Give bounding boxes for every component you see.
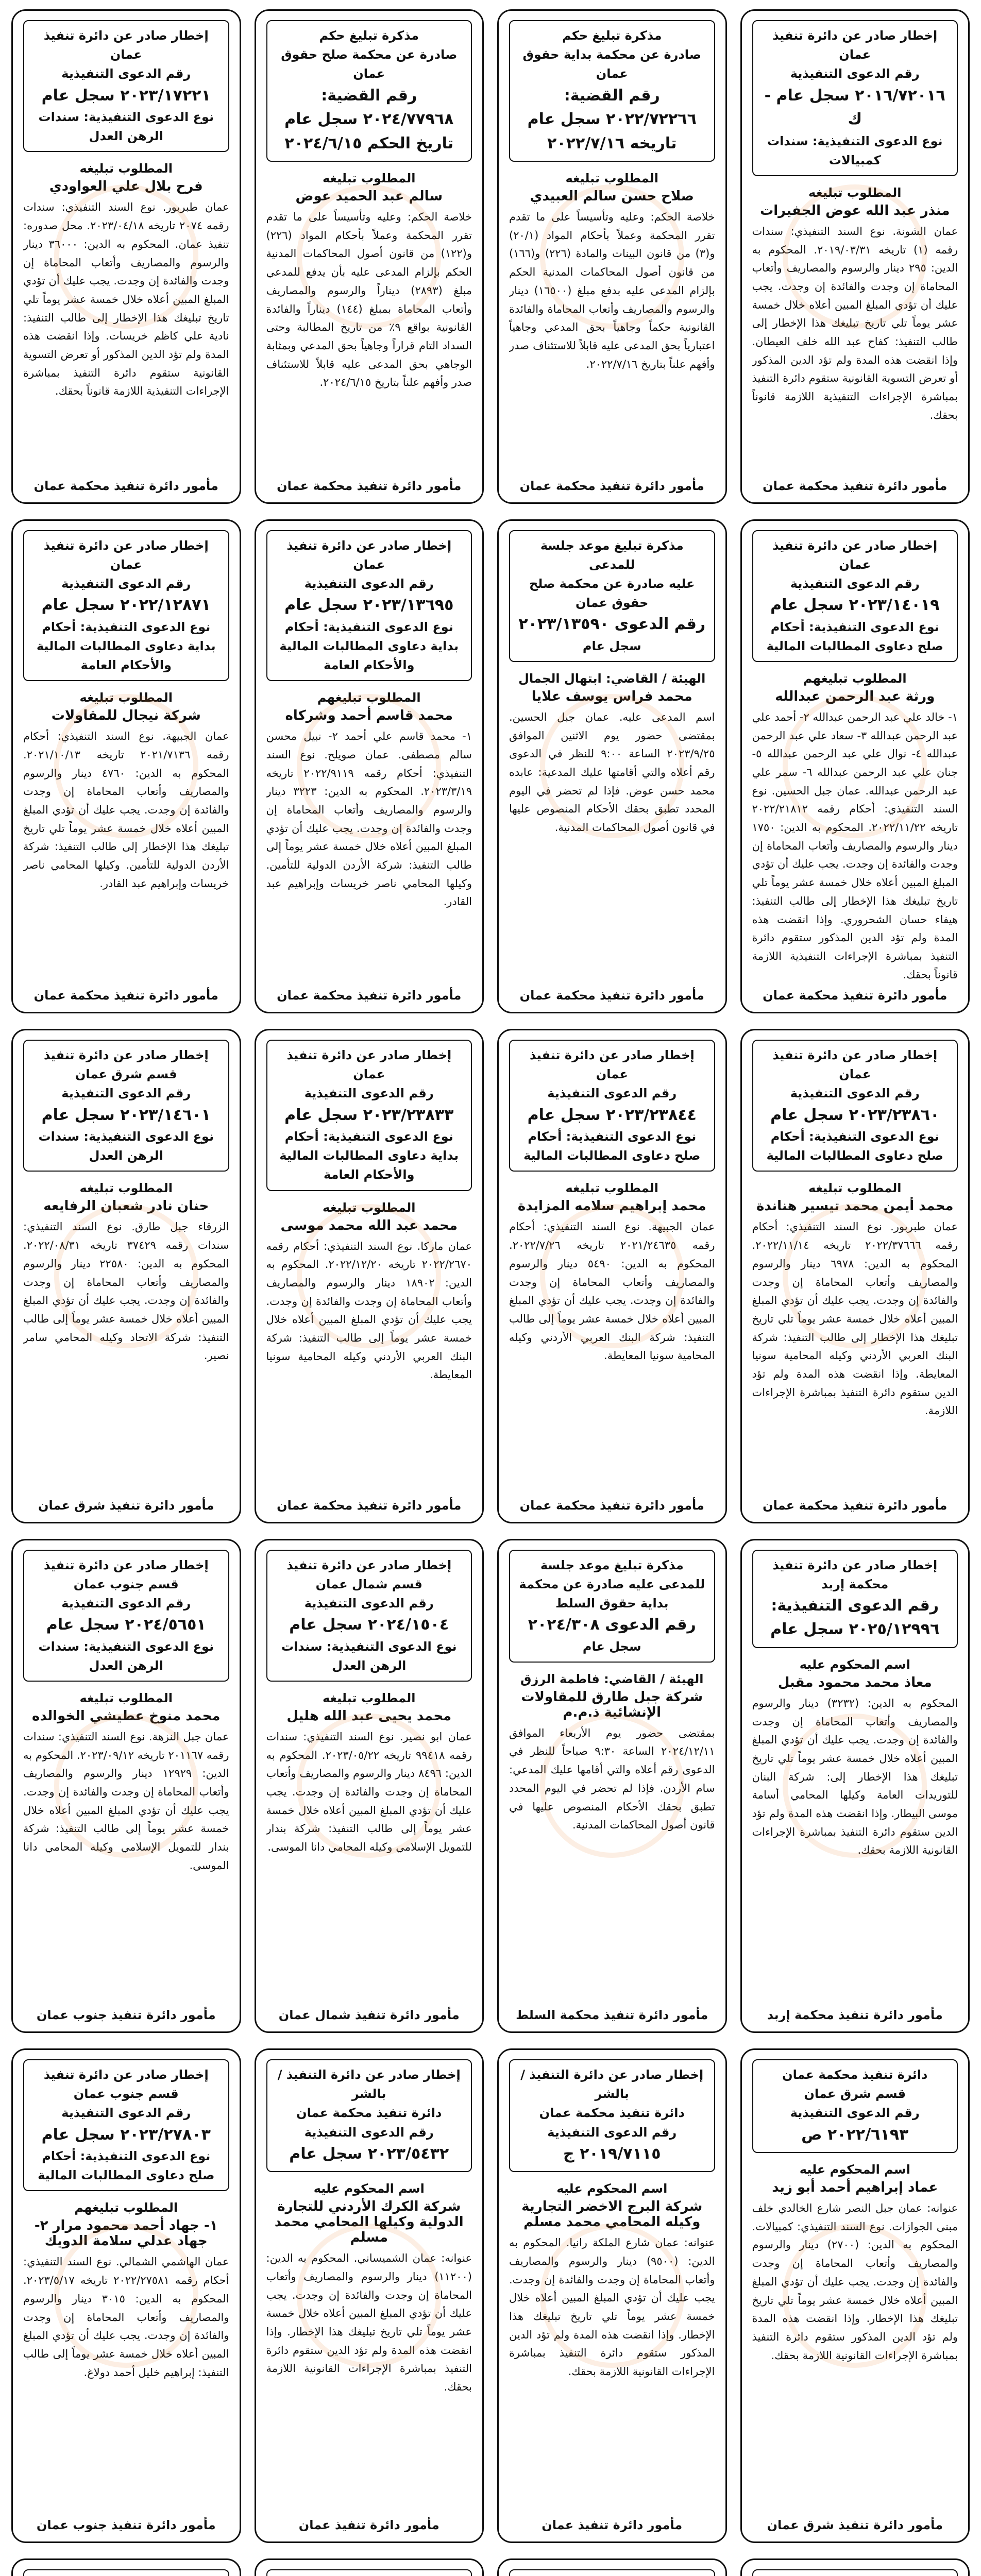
legal-notice <box>497 2048 727 2543</box>
party-name: محمد إبراهيم سلامه المزايدة <box>517 1198 706 1214</box>
header-line: إخطار صادر عن دائرة تنفيذ <box>772 1557 938 1572</box>
legal-notice <box>255 2558 484 2576</box>
section-title: المطلوب تبليغهم <box>74 2200 178 2215</box>
notice-body: بمقتضى حضور يوم الأربعاء الموافق ٢٠٢٤/١٢/١١ الساعة ٩:٣٠ صباحاً للنظر في الدعوى رقم أعلاه والتي أقامها عليك المدعي: سام الأردن. فإذا لم تحضر في اليوم المحدد تطبق بحقك الأحكام المنصوص عليها في قانون أصول المحاكمات المدنية. <box>509 1726 715 1832</box>
notice-footer: مأمور دائرة تنفيذ محكمة عمان <box>277 988 462 1003</box>
header-line: رقم القضية: ٢٠٢٢/٧٢٢٦٦ سجل عام <box>527 86 697 129</box>
header-line: ٢٠٢٤/١٥٠٤ سجل عام <box>289 1616 449 1634</box>
legal-notice <box>740 9 970 504</box>
section-title: المطلوب تبليغه <box>322 1690 416 1705</box>
header-line: عمان <box>353 1067 385 1082</box>
header-line: إخطار صادر عن دائرة تنفيذ <box>43 1557 209 1572</box>
notice-footer: مأمور دائرة تنفيذ محكمة السلط <box>516 2008 708 2022</box>
header-line: إخطار صادر عن دائرة تنفيذ <box>286 1557 452 1572</box>
notice-footer: مأمور دائرة تنفيذ محكمة عمان <box>519 988 704 1003</box>
section-title: المطلوب تبليغه <box>565 1181 659 1196</box>
legal-notice <box>740 519 970 1014</box>
party-name: محمد يحيى عبد الله هليل <box>286 1708 452 1724</box>
party-name: شركة الكرك الأردني للتجارة الدولية وكيلها المحامي محمد مسلم <box>274 2199 464 2246</box>
header-line: نوع الدعوى التنفيذية: سندات كمبيالات <box>767 133 943 167</box>
header-line: نوع الدعوى التنفيذية: أحكام صلح دعاوى المطالبات المالية <box>766 1129 943 1163</box>
party-name: منذر عبد الله عوض الجفيرات <box>760 202 950 218</box>
header-line: تاريخه ٢٠٢٢/٧/١٦ <box>547 134 677 152</box>
notice-footer: مأمور دائرة تنفيذ محكمة عمان <box>763 988 948 1003</box>
header-line: نوع الدعوى التنفيذية: أحكام صلح دعاوى المطالبات المالية <box>523 1129 701 1163</box>
header-line: قسم جنوب عمان <box>73 2087 179 2102</box>
header-line: بداية حقوق السلط <box>555 1596 669 1611</box>
notice-header <box>23 1040 229 1172</box>
header-line: نوع الدعوى التنفيذية: أحكام بداية دعاوى المطالبات المالية والأحكام العامة <box>279 1129 459 1182</box>
notice-header <box>23 20 229 152</box>
header-line: رقم الدعوى التنفيذية <box>61 1086 191 1101</box>
header-line: إخطار صادر عن دائرة تنفيذ <box>43 28 209 43</box>
header-line: ٢٠١٦/٧٢٠١٦ سجل عام - ك <box>764 86 945 129</box>
section-title: المطلوب تبليغه <box>79 1690 173 1705</box>
legal-notice <box>11 1539 241 2033</box>
header-line: نوع الدعوى التنفيذية: أحكام صلح دعاوى المطالبات المالية <box>38 2149 215 2183</box>
legal-notice <box>255 1029 484 1523</box>
header-line: تاريخ الحكم ٢٠٢٤/٦/١٥ <box>284 134 454 152</box>
legal-notice <box>11 1029 241 1523</box>
header-line: دائرة تنفيذ محكمة عمان <box>782 2067 928 2082</box>
section-title: اسم المحكوم عليه <box>313 2181 425 2196</box>
legal-notice <box>255 519 484 1014</box>
notice-footer: مأمور دائرة تنفيذ محكمة عمان <box>763 478 948 493</box>
legal-notice <box>11 2558 241 2576</box>
header-line: مذكرة تبليغ موعد جلسة للمدعى <box>540 538 684 572</box>
header-line: رقم الدعوى التنفيذية <box>61 1596 191 1611</box>
notice-body: عمان طبربور. نوع السند التنفيذي: أحكام رقمه ٢٠٢٢/٣٧٦٦٦ تاريخه ٢٠٢٢/١١/١٤. المحكوم به الدين: ٦٩٧٨ دينار والرسوم والمصاريف وأتعاب المحاماة إن وجدت والفائدة إن وجدت. يجب عليك أن تؤدي المبلغ المبين أعلاه خلال خمسة عشر يوماً تلي تاريخ تبليغك هذا الإخطار إلى طالب التنفيذ: شركة البنك العربي الأردني وكيله المحامية سونيا المعايطة. وإذا انقضت هذه المدة ولم تؤد الدين ستقوم دائرة التنفيذ بمباشرة الإجراءات اللازمة. <box>752 1221 958 1417</box>
notice-header <box>266 2059 472 2172</box>
legal-notice <box>740 2048 970 2543</box>
notice-body: المحكوم به الدين: (٣٢٣٢) دينار والرسوم والمصاريف وأتعاب المحاماة إن وجدت والفائدة إن وجدت. يجب عليك أن تؤدي المبلغ المبين أعلاه خلال خمسة عشر يوماً تلي تاريخ تبليغك هذا الإخطار إلى: شركة البنان للتوريدات العامة وكيلها المحامي أسامة موسى البيطار. وإذا انقضت هذه المدة ولم تؤد الدين ستقوم دائرة التنفيذ بمباشرة الإجراءات القانونية اللازمة بحقك. <box>752 1697 958 1857</box>
header-line: رقم الدعوى التنفيذية <box>304 1086 434 1101</box>
party-name: محمد أيمن محمد تيسير هناندة <box>756 1198 954 1214</box>
legal-notice <box>740 1029 970 1523</box>
header-line: نوع الدعوى التنفيذية: أحكام بداية دعاوى المطالبات المالية والأحكام العامة <box>279 619 459 672</box>
header-line: إخطار صادر عن دائرة التنفيذ / بالشر <box>520 2067 704 2102</box>
notice-footer: مأمور دائرة تنفيذ محكمة عمان <box>277 478 462 493</box>
notice-footer: مأمور دائرة تنفيذ شرق عمان <box>38 1498 214 1513</box>
header-line: رقم الدعوى التنفيذية <box>304 2125 434 2140</box>
header-line: نوع الدعوى التنفيذية: أحكام صلح دعاوى المطالبات المالية <box>766 619 943 653</box>
party-name: ورثة عبد الرحمن عبدالله <box>775 688 935 704</box>
header-line: نوع الدعوى التنفيذية: سندات الرهن العدل <box>38 110 214 144</box>
header-line: رقم الدعوى التنفيذية <box>790 576 920 591</box>
header-line: ٢٠٢٣/١٤٦٠١ سجل عام <box>41 1106 211 1124</box>
notice-body: ١- خالد علي عبد الرحمن عبدالله ٢- أحمد علي عبد الرحمن عبدالله ٣- سعاد علي عبد الرحمن عبدالله ٤- نوال علي عبد الرحمن عبدالله ٥- جنان علي عبد الرحمن عبدالله ٦- سمر علي عبد الرحمن عبدالله. عمان جبل الحسين. نوع السند التنفيذي: أحكام رقمه ٢٠٢٢/٢١٨١٢ تاريخه ٢٠٢٢/١١/٢٢. المحكوم به الدين: ١٧٥٠ دينار والرسوم والمصاريف وأتعاب المحاماة إن وجدت والفائدة إن وجدت. يجب عليك أن تؤدي المبلغ المبين أعلاه خلال خمسة عشر يوماً تلي تاريخ تبليغك هذا الإخطار إلى طالب التنفيذ: هيفاء حسان الشحروري. وإذا انقضت هذه المدة ولم تؤد الدين المذكور ستقوم دائرة التنفيذ بمباشرة الإجراءات التنفيذية اللازمة قانوناً بحقك. <box>752 710 958 981</box>
header-line: سجل عام <box>582 1639 641 1654</box>
header-line: رقم الدعوى ٢٠٢٤/٣٠٨ <box>528 1616 696 1634</box>
legal-notice <box>497 2558 727 2576</box>
header-line: مذكرة تبليغ موعد جلسة <box>540 1557 684 1572</box>
header-line: رقم الدعوى التنفيذية <box>61 2106 191 2121</box>
notice-footer: مأمور دائرة تنفيذ محكمة عمان <box>33 988 218 1003</box>
header-line: قسم شرق عمان <box>804 2087 906 2102</box>
notice-header <box>266 1040 472 1191</box>
header-line: ٢٠٢٢/١٢٨٧١ سجل عام <box>41 596 211 615</box>
section-title: اسم المحكوم عليه <box>799 1657 910 1672</box>
notice-body: عمان الجبيهة. نوع السند التنفيذي: أحكام رقمه ٢٠٢١/٢٤٦٣٥ تاريخه ٢٠٢٢/٧/٢٦. المحكوم به الدين: ٥٤٩٠ دينار والرسوم والمصاريف وأتعاب المحاماة إن وجدت والفائدة إن وجدت. يجب عليك أن تؤدي المبلغ المبين أعلاه خلال خمسة عشر يوماً إلى طالب التنفيذ: شركة البنك العربي الأردني وكيله المحامية سونيا المعايطة. <box>509 1221 715 1362</box>
header-line: ٢٠٢٣/٢٣٨٤٤ سجل عام <box>527 1106 697 1124</box>
notice-header <box>266 20 472 162</box>
section-title: المطلوب تبليغه <box>79 161 173 176</box>
header-line: عمان <box>596 1067 628 1082</box>
header-line: إخطار صادر عن دائرة التنفيذ / بالشر <box>277 2067 461 2102</box>
section-title: المطلوب تبليغه <box>565 171 659 186</box>
header-line: إخطار صادر عن دائرة تنفيذ <box>43 2067 209 2082</box>
notice-header <box>509 2569 715 2576</box>
header-line: إخطار صادر عن دائرة تنفيذ <box>772 538 938 553</box>
notice-body: خلاصة الحكم: وعليه وتأسيساً على ما تقدم تقرر المحكمة وعملاً بأحكام المواد (٢٠/١) و(٣) من قانون البينات والمادة (٢٢٦) و(١٦٦) من قانون أصول المحاكمات المدنية الحكم بإلزام المدعى عليه بدفع مبلغ (١٦٥٠٠) دينار والرسوم والمصاريف وأتعاب المحاماة والفائدة القانونية حكماً وجاهياً بحق المدعي وجاهياً اعتبارياً بحق المدعى عليه قابلاً للاستئناف صدر وأفهم علناً بتاريخ ٢٠٢٢/٧/١٦. <box>509 211 715 370</box>
section-title: المطلوب تبليغه <box>322 171 416 186</box>
notice-body: عمان ابو نصير. نوع السند التنفيذي: سندات رقمه ٩٩٤١٨ تاريخه ٢٠٢٣/٠٥/٢٢. المحكوم به الدين: ٨٤٩٦ دينار والرسوم والمصاريف وأتعاب المحاماة إن وجدت والفائدة إن وجدت. يجب عليك أن تؤدي المبلغ المبين أعلاه خلال خمسة عشر يوماً إلى طالب التنفيذ: شركة بندار للتمويل الإسلامي وكيله المحامي دانا الموسى. <box>266 1730 472 1854</box>
notice-header <box>752 20 958 176</box>
header-line: إخطار صادر عن دائرة تنفيذ <box>772 28 938 43</box>
header-line: عمان <box>839 1067 871 1082</box>
header-line: رقم القضية: ٢٠٢٤/٧٧٩٦٨ سجل عام <box>284 86 454 129</box>
notice-body: ١- محمد قاسم علي أحمد ٢- نبيل محسن سالم مصطفى. عمان صويلح. نوع السند التنفيذي: أحكام رقمه ٢٠٢٢/٩١١٩ تاريخه ٢٠٢٣/٣/١٩. المحكوم به الدين: ٣٢٢٣ دينار والرسوم والمصاريف وأتعاب المحاماة إن وجدت والفائدة إن وجدت. يجب عليك أن تؤدي المبلغ المبين أعلاه خلال خمسة عشر يوماً إلى طالب التنفيذ: شركة الأردن الدولية للتأمين. وكيلها المحامي ناصر خريسات وإبراهيم عبد القادر. <box>266 730 472 908</box>
header-line: ٢٠١٩/٧١١٥ ج <box>563 2144 661 2163</box>
party-name: شركة البرج الاخضر التجارية وكيله المحامي محمد مسلم <box>521 2199 703 2230</box>
section-title: الهيئة / القاضي: ابتهال الجمال <box>518 671 706 686</box>
section-title: المطلوب تبليغهم <box>317 690 421 705</box>
notice-header <box>752 530 958 662</box>
party-name: ١- جهاد أحمد محمود مرار ٢- جهاد عدلي سلامة الدويك <box>34 2218 218 2249</box>
legal-notice <box>740 1539 970 2033</box>
legal-notice <box>255 2048 484 2543</box>
notice-header <box>23 2569 229 2576</box>
header-line: عمان <box>110 557 142 572</box>
section-title: المطلوب تبليغهم <box>803 671 907 686</box>
notice-header <box>752 1550 958 1648</box>
header-line: ٢٠٢٢/٦١٩٣ ص <box>801 2125 909 2144</box>
header-line: إخطار صادر عن دائرة تنفيذ <box>286 538 452 553</box>
header-line: نوع الدعوى التنفيذية: سندات الرهن العدل <box>38 1129 214 1163</box>
header-line: نوع الدعوى التنفيذية: سندات الرهن العدل <box>281 1639 457 1673</box>
notice-body: عنوانه: عمان الشميساني. المحكوم به الدين: (١١٢٠٠) دينار والرسوم والمصاريف وأتعاب المحاماة إن وجدت والفائدة إن وجدت. يجب عليك أن تؤدي المبلغ المبين أعلاه خلال خمسة عشر يوماً تلي تاريخ تبليغك هذا الإخطار. وإذا انقضت هذه المدة ولم تؤد الدين ستقوم دائرة التنفيذ بمباشرة الإجراءات القانونية اللازمة بحقك. <box>266 2252 472 2394</box>
notice-footer: مأمور دائرة تنفيذ شرق عمان <box>767 2517 943 2532</box>
header-line: نوع الدعوى التنفيذية: أحكام بداية دعاوى المطالبات المالية والأحكام العامة <box>36 619 216 672</box>
notice-footer: مأمور دائرة تنفيذ محكمة عمان <box>519 478 704 493</box>
notice-header <box>752 2059 958 2153</box>
header-line: ٢٠٢٣/٢٣٨٣٣ سجل عام <box>284 1106 454 1124</box>
header-line: قسم شمال عمان <box>315 1577 422 1591</box>
header-line: رقم الدعوى التنفيذية <box>61 66 191 81</box>
notice-header <box>509 530 715 662</box>
notice-body: عمان جبل النزهة. نوع السند التنفيذي: سندات رقمه ٢٠١١٦٧ تاريخه ٢٠٢٣/٠٩/١٢. المحكوم به الدين: ١٢٩٢٩ دينار والرسوم والمصاريف وأتعاب المحاماة إن وجدت والفائدة إن وجدت. يجب عليك أن تؤدي المبلغ المبين أعلاه خلال خمسة عشر يوماً إلى طالب التنفيذ: شركة بندار للتمويل الإسلامي وكيله المحامي دانا الموسى. <box>23 1730 229 1872</box>
legal-notice <box>255 1539 484 2033</box>
header-line: عمان <box>839 557 871 572</box>
section-title: الهيئة / القاضي: فاطمة الرزق <box>520 1671 704 1686</box>
legal-notice <box>11 519 241 1014</box>
header-line: رقم الدعوى التنفيذية <box>61 576 191 591</box>
notices-grid <box>11 9 970 2576</box>
notice-footer: مأمور دائرة تنفيذ محكمة إربد <box>767 2008 943 2022</box>
section-title: المطلوب تبليغه <box>808 185 902 200</box>
notice-footer: مأمور دائرة تنفيذ عمان <box>542 2517 683 2532</box>
legal-notice <box>255 9 484 504</box>
header-line: إخطار صادر عن دائرة تنفيذ <box>286 1048 452 1062</box>
notice-footer: مأمور دائرة تنفيذ شمال عمان <box>278 2008 460 2022</box>
header-line: إخطار صادر عن دائرة تنفيذ <box>772 1048 938 1062</box>
section-title: اسم المحكوم عليه <box>799 2162 910 2177</box>
notice-body: عمان الهاشمي الشمالي. نوع السند التنفيذي: أحكام رقمه ٢٠٢٢/٢٧٥٨١ تاريخه ٢٠٢٣/٥/١٧. المحكوم به الدين: ٣٠١٥ دينار والرسوم والمصاريف وأتعاب المحاماة إن وجدت والفائدة إن وجدت. يجب عليك أن تؤدي المبلغ المبين أعلاه خلال خمسة عشر يوماً إلى طالب التنفيذ: إبراهيم خليل أحمد دولاغ. <box>23 2256 229 2379</box>
legal-notice <box>11 9 241 504</box>
header-line: رقم الدعوى التنفيذية <box>304 576 434 591</box>
legal-notice <box>497 1029 727 1523</box>
notice-body: اسم المدعى عليه. عمان جبل الحسين. بمقتضى حضور يوم الاثنين الموافق ٢٠٢٣/٩/٢٥ الساعة ٩:٠٠ للنظر في الدعوى رقم أعلاه والتي أقامتها عليك المدعية: عابده محمد حسن عوض. فإذا لم تحضر في اليوم المحدد تطبق بحقك الأحكام المنصوص عليها في قانون أصول المحاكمات المدنية. <box>509 710 715 834</box>
notice-body: عمان ماركا. نوع السند التنفيذي: أحكام رقمه ٢٠٢٢/٢٦٧٠ تاريخه ٢٠٢٢/١٢/٢٠. المحكوم به الدين: ١٨٩٠٢ دينار والرسوم والمصاريف وأتعاب المحاماة إن وجدت والفائدة إن وجدت. يجب عليك أن تؤدي المبلغ المبين أعلاه خلال خمسة عشر يوماً إلى طالب التنفيذ: شركة البنك العربي الأردني وكيله المحامية سونيا المعايطة. <box>266 1240 472 1381</box>
header-line: عمان <box>839 47 871 62</box>
header-line: ٢٠٢٣/٥٤٣٢ سجل عام <box>289 2144 449 2163</box>
legal-notice <box>497 9 727 504</box>
notice-footer: مأمور دائرة تنفيذ جنوب عمان <box>36 2517 216 2532</box>
notice-body: الزرقاء جبل طارق. نوع السند التنفيذي: سندات رقمه ٣٧٤٢٩ تاريخه ٢٠٢٢/٠٨/٣١. المحكوم به الدين: ٢٢٥٨٠ دينار والرسوم والمصاريف وأتعاب المحاماة إن وجدت والفائدة إن وجدت. يجب عليك أن تؤدي المبلغ المبين أعلاه خلال خمسة عشر يوماً إلى طالب التنفيذ: شركة الاتحاد وكيله المحامي سامر نصير. <box>23 1221 229 1362</box>
header-line: نوع الدعوى التنفيذية: سندات الرهن العدل <box>38 1639 214 1673</box>
header-line: إخطار صادر عن دائرة تنفيذ <box>43 538 209 553</box>
notice-footer: مأمور دائرة تنفيذ عمان <box>298 2517 439 2532</box>
notice-header <box>752 2569 958 2576</box>
notice-header <box>509 20 715 162</box>
party-name: عماد إبراهيم أحمد أبو زيد <box>772 2180 938 2196</box>
header-line: عليه صادرة عن محكمة صلح حقوق عمان <box>529 576 695 611</box>
party-name: سالم عبد الحميد عوض <box>295 189 443 205</box>
header-line: سجل عام <box>582 638 641 653</box>
notice-body: عنوانه: عمان جبل النصر شارع الخالدي خلف مبنى الجوازات. نوع السند التنفيذي: كمبيالات. المحكوم به الدين: (٢٧٠٠) دينار والرسوم والمصاريف وأتعاب المحاماة إن وجدت والفائدة إن وجدت. يجب عليك أن تؤدي المبلغ المبين أعلاه خلال خمسة عشر يوماً تلي تاريخ تبليغك هذا الإخطار. وإذا انقضت هذه المدة ولم تؤد الدين المذكور ستقوم دائرة التنفيذ بمباشرة الإجراءات القانونية اللازمة بحقك. <box>752 2202 958 2362</box>
party-name: محمد قاسم أحمد وشركاه <box>285 708 453 724</box>
notice-header <box>266 2569 472 2576</box>
header-line: رقم الدعوى التنفيذية <box>304 1596 434 1611</box>
notice-header <box>509 1040 715 1172</box>
header-line: دائرة تنفيذ محكمة عمان <box>296 2106 442 2121</box>
header-line: ٢٠٢٣/١٤٠١٩ سجل عام <box>770 596 940 615</box>
party-name: صلاح حسن سالم العبيدي <box>530 189 694 205</box>
header-line: عمان <box>353 557 385 572</box>
header-line: دائرة تنفيذ محكمة عمان <box>539 2106 685 2121</box>
header-line: رقم الدعوى التنفيذية <box>790 66 920 81</box>
header-line: عمان <box>110 47 142 62</box>
header-line: إخطار صادر عن دائرة تنفيذ <box>43 1048 209 1062</box>
notice-header <box>266 530 472 682</box>
section-title: المطلوب تبليغه <box>322 1200 416 1215</box>
notice-header <box>23 1550 229 1682</box>
header-line: صادرة عن محكمة بداية حقوق عمان <box>522 47 701 81</box>
header-line: إخطار صادر عن دائرة تنفيذ <box>529 1048 695 1062</box>
legal-notice <box>497 1539 727 2033</box>
section-title: المطلوب تبليغه <box>79 1181 173 1196</box>
legal-notice <box>497 519 727 1014</box>
notice-body: عمان طبربور. نوع السند التنفيذي: سندات رقمه ٢٠٧٤ تاريخه ٢٠٢٣/٠٤/١٨. محل صدوره: تنفيذ عمان. المحكوم به الدين: ٣٦٠٠٠ دينار والرسوم والمصاريف وأتعاب المحاماة إن وجدت والفائدة إن وجدت. يجب عليك أن تؤدي المبلغ المبين أعلاه خلال خمسة عشر يوماً تلي تاريخ تبليغك هذا الإخطار إلى طالب التنفيذ: نادية علي كاظم خريسات. وإذا انقضت هذه المدة ولم تؤد الدين المذكور أو تعرض التسوية القانونية ستقوم دائرة التنفيذ بمباشرة الإجراءات التنفيذية اللازمة قانوناً بحقك. <box>23 201 229 398</box>
notice-footer: مأمور دائرة تنفيذ محكمة عمان <box>277 1498 462 1513</box>
notice-footer: مأمور دائرة تنفيذ محكمة عمان <box>519 1498 704 1513</box>
section-title: المطلوب تبليغه <box>808 1181 902 1196</box>
header-line: ٢٠٢٣/١٧٢٢١ سجل عام <box>41 86 211 105</box>
header-line: ٢٠٢٣/٢٧٨٠٣ سجل عام <box>41 2125 211 2144</box>
party-name: محمد عبد الله محمد موسى <box>280 1217 458 1233</box>
header-line: رقم الدعوى التنفيذية <box>547 1086 677 1101</box>
party-name: شركة نيجال للمقاولات <box>51 708 201 724</box>
header-line: مذكرة تبليغ حكم <box>319 28 419 43</box>
notice-header <box>23 2059 229 2191</box>
notice-body: خلاصة الحكم: وعليه وتأسيساً على ما تقدم تقرر المحكمة وعملاً بأحكام المواد (٢٢٦) و(١٢٢) من قانون أصول المحاكمات المدنية الحكم بإلزام المدعى عليه بأن يدفع للمدعي مبلغ (٢٨٩٣) ديناراً والرسوم والمصاريف وأتعاب المحاماة بمبلغ (١٤٤) ديناراً والفائدة القانونية بواقع ٩٪ من تاريخ المطالبة وحتى السداد التام قراراً وجاهياً بحق المدعي وبمثابة الوجاهي بحق المدعى عليه قابلاً للاستئناف صدر وأفهم علناً بتاريخ ٢٠٢٤/٦/١٥. <box>266 211 472 389</box>
header-line: محكمة إربد <box>821 1577 889 1591</box>
section-title: المطلوب تبليغه <box>79 690 173 705</box>
header-line: ٢٠٢٣/٢٣٨٦٠ سجل عام <box>770 1106 940 1124</box>
header-line: رقم الدعوى التنفيذية <box>547 2125 677 2140</box>
notice-header <box>752 1040 958 1172</box>
section-title: اسم المحكوم عليه <box>556 2181 668 2196</box>
party-name: معاذ محمد محمود مقبل <box>777 1674 932 1690</box>
party-name: حنان نادر شعبان الرفايعه <box>43 1198 209 1214</box>
notice-body: عمان الجبيهة. نوع السند التنفيذي: أحكام رقمه ٢٠٢١/٧١٣٦ تاريخه ٢٠٢١/١٠/١٣. المحكوم به الدين: ٤٧٦٠ دينار والرسوم والمصاريف وأتعاب المحاماة إن وجدت والفائدة إن وجدت. يجب عليك أن تؤدي المبلغ المبين أعلاه خلال خمسة عشر يوماً تلي تاريخ تبليغك هذا الإخطار إلى طالب التنفيذ: شركة الأردن الدولية للتأمين. وكيلها المحامي ناصر خريسات وإبراهيم عبد القادر. <box>23 730 229 890</box>
notice-footer: مأمور دائرة تنفيذ محكمة عمان <box>763 1498 948 1513</box>
header-line: رقم الدعوى التنفيذية <box>790 1086 920 1101</box>
party-name: محمد منوخ عطيشي الخوالده <box>32 1708 221 1724</box>
notice-body: عمان الشونة. نوع السند التنفيذي: سندات رقمه (١) تاريخه ٢٠١٩/٠٣/٣١. المحكوم به الدين: ٢٩٥ دينار والرسوم والمصاريف وأتعاب المحاماة إن وجدت والفائدة إن وجدت. يجب عليك أن تؤدي المبلغ المبين أعلاه خلال خمسة عشر يوماً تلي تاريخ تبليغك هذا الإخطار إلى طالب التنفيذ: كفاح عبد الله خلف العيطان. وإذا انقضت هذه المدة ولم تؤد الدين المذكور أو تعرض التسوية القانونية ستقوم دائرة التنفيذ بمباشرة الإجراءات التنفيذية اللازمة قانوناً بحقك. <box>752 225 958 421</box>
notice-body: عنوانه: عمان شارع الملكة رانيا. المحكوم به الدين: (٩٥٠٠) دينار والرسوم والمصاريف وأتعاب المحاماة إن وجدت والفائدة إن وجدت. يجب عليك أن تؤدي المبلغ المبين أعلاه خلال خمسة عشر يوماً تلي تاريخ تبليغك هذا الإخطار. وإذا انقضت هذه المدة ولم تؤد الدين المذكور ستقوم دائرة التنفيذ بمباشرة الإجراءات القانونية اللازمة بحقك. <box>509 2236 715 2378</box>
header-line: مذكرة تبليغ حكم <box>562 28 662 43</box>
legal-notice <box>11 2048 241 2543</box>
header-line: قسم شرق عمان <box>75 1067 177 1082</box>
header-line: قسم جنوب عمان <box>73 1577 179 1591</box>
legal-notice <box>740 2558 970 2576</box>
header-line: ٢٠٢٤/٥٦٥١ سجل عام <box>46 1616 206 1634</box>
header-line: ٢٠٢٣/١٣٦٩٥ سجل عام <box>284 596 454 615</box>
notice-footer: مأمور دائرة تنفيذ محكمة عمان <box>33 478 218 493</box>
header-line: رقم الدعوى التنفيذية: ٢٠٢٥/١٢٩٩٦ سجل عام <box>770 1596 940 1639</box>
header-line: رقم الدعوى ٢٠٢٣/١٣٥٩٠ <box>518 615 706 634</box>
notice-header <box>266 1550 472 1682</box>
notice-header <box>23 530 229 682</box>
header-line: رقم الدعوى التنفيذية <box>790 2106 920 2121</box>
header-line: صادرة عن محكمة صلح حقوق عمان <box>281 47 458 81</box>
header-line: للمدعى عليه صادرة عن محكمة <box>519 1577 705 1591</box>
party-name: شركة جبل طارق للمقاولات الإنشائية ذ.م.م <box>521 1689 703 1720</box>
party-name: محمد فراس يوسف علايا <box>531 688 692 704</box>
notice-header <box>509 1550 715 1663</box>
party-name: فرح بلال علي العواودي <box>49 179 203 195</box>
notice-footer: مأمور دائرة تنفيذ جنوب عمان <box>36 2008 216 2022</box>
notice-header <box>509 2059 715 2172</box>
